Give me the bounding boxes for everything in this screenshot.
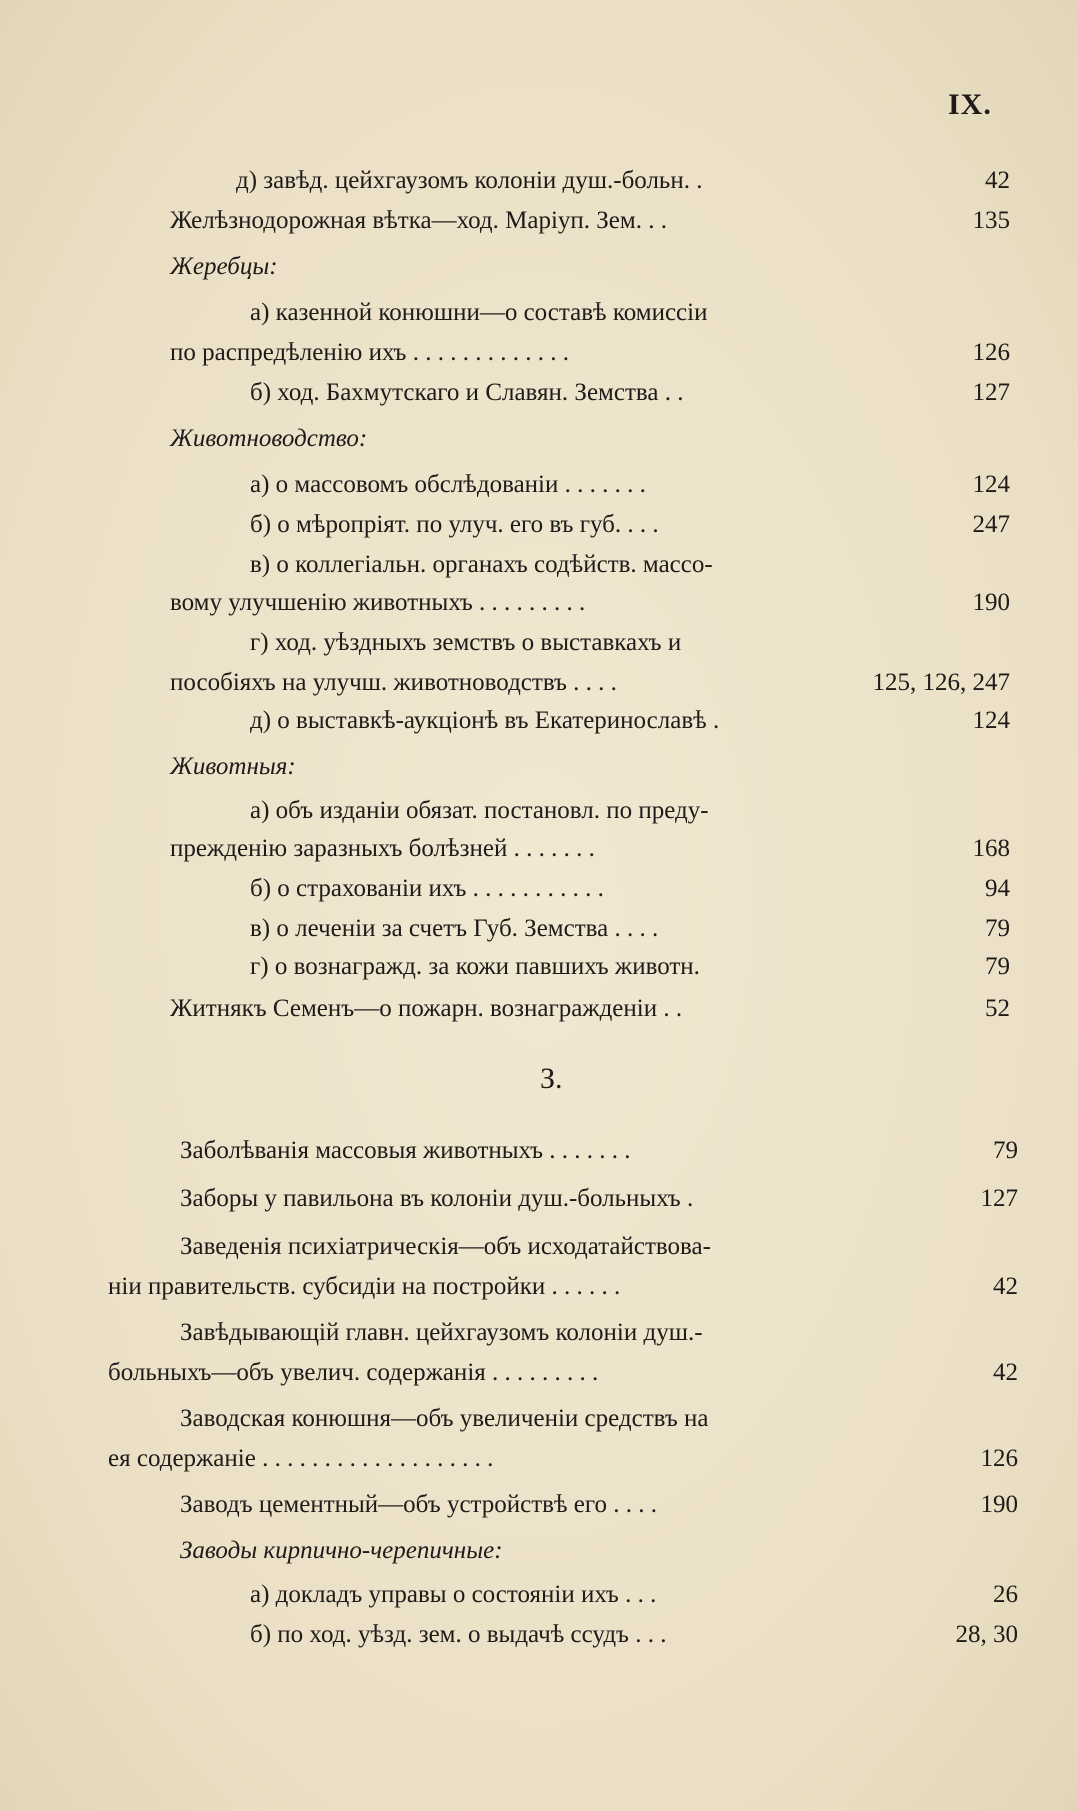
entry-page: 126 [980, 1445, 1018, 1472]
heading-text: Животныя: [170, 753, 296, 780]
entry-page: 168 [972, 835, 1010, 862]
entry-page: 190 [980, 1491, 1018, 1518]
heading-text: Заводы кирпично-черепичные: [180, 1537, 503, 1564]
entry-text: Заводская конюшня—объ увеличеніи средствъ на [180, 1405, 709, 1432]
entry-text: Завѣдывающій главн. цейхгаузомъ колоніи душ.- [180, 1319, 703, 1346]
entry-page: 247 [972, 511, 1010, 538]
entry-page: 124 [972, 707, 1010, 734]
entry-text: пособіяхъ на улучш. животноводствъ . . . . [170, 669, 617, 696]
entry-page: 42 [985, 167, 1010, 194]
entry-text: по распредѣленію ихъ . . . . . . . . . . . . . [170, 339, 569, 366]
heading-text: Животноводство: [170, 425, 368, 452]
entry-page: 42 [993, 1273, 1018, 1300]
entry-text: а) докладъ управы о состояніи ихъ . . . [250, 1581, 657, 1608]
entry-text: г) о вознагражд. за кожи павшихъ животн. [250, 953, 700, 980]
page-number: IX. [948, 88, 992, 121]
entry-text: Заболѣванія массовыя животныхъ . . . . . . . [180, 1137, 631, 1164]
entry-text: д) о выставкѣ-аукціонѣ въ Екатеринославѣ . [250, 707, 720, 734]
entry-text: Желѣзнодорожная вѣтка—ход. Маріуп. Зем. . . [170, 207, 667, 234]
section-letter: З. [540, 1062, 563, 1095]
entry-page: 124 [972, 471, 1010, 498]
entry-page: 190 [972, 589, 1010, 616]
entry-text: вому улучшенію животныхъ . . . . . . . . . [170, 589, 586, 616]
entry-text: ея содержаніе . . . . . . . . . . . . . . . . . . . [108, 1445, 494, 1472]
entry-page: 52 [985, 995, 1010, 1022]
entry-text: Заборы у павильона въ колоніи душ.-больныхъ . [180, 1185, 694, 1212]
entry-text: в) о леченіи за счетъ Губ. Земства . . . . [250, 915, 659, 942]
entry-page: 126 [972, 339, 1010, 366]
entry-page: 42 [993, 1359, 1018, 1386]
entry-text: б) по ход. уѣзд. зем. о выдачѣ ссудъ . . . [250, 1621, 667, 1648]
entry-page: 79 [993, 1137, 1018, 1164]
entry-text: б) о страхованіи ихъ . . . . . . . . . . . [250, 875, 604, 902]
heading-text: Жеребцы: [170, 253, 278, 280]
entry-page: 127 [980, 1185, 1018, 1212]
entry-text: д) завѣд. цейхгаузомъ колоніи душ.-больн. . [236, 167, 703, 194]
entry-page: 26 [993, 1581, 1018, 1608]
entry-page: 125, 126, 247 [872, 669, 1010, 696]
entry-page: 127 [972, 379, 1010, 406]
entry-text: Заведенія психіатрическія—объ исходатайствова- [180, 1233, 711, 1260]
entry-text: ніи правительств. субсидіи на постройки . . . . . . [108, 1273, 621, 1300]
entry-text: Заводъ цементный—объ устройствѣ его . . . . [180, 1491, 658, 1518]
entry-text: а) объ изданіи обязат. постановл. по преду- [250, 797, 709, 824]
entry-page: 79 [985, 953, 1010, 980]
entry-text: а) казенной конюшни—о составѣ комиссіи [250, 299, 708, 326]
entry-text: б) о мѣропріят. по улуч. его въ губ. . . . [250, 511, 659, 538]
entry-page: 28, 30 [955, 1621, 1018, 1648]
entry-page: 94 [985, 875, 1010, 902]
entry-text: Житнякъ Семенъ—о пожарн. вознагражденіи . . [170, 995, 683, 1022]
entry-text: больныхъ—объ увелич. содержанія . . . . . . . . . [108, 1359, 599, 1386]
entry-text: а) о массовомъ обслѣдованіи . . . . . . . [250, 471, 646, 498]
entry-text: г) ход. уѣздныхъ земствъ о выставкахъ и [250, 629, 682, 656]
entry-text: прежденію заразныхъ болѣзней . . . . . . . [170, 835, 595, 862]
entry-text: б) ход. Бахмутскаго и Славян. Земства . . [250, 379, 684, 406]
entry-page: 79 [985, 915, 1010, 942]
entry-text: в) о коллегіальн. органахъ содѣйств. массо- [250, 551, 713, 578]
entry-page: 135 [972, 207, 1010, 234]
